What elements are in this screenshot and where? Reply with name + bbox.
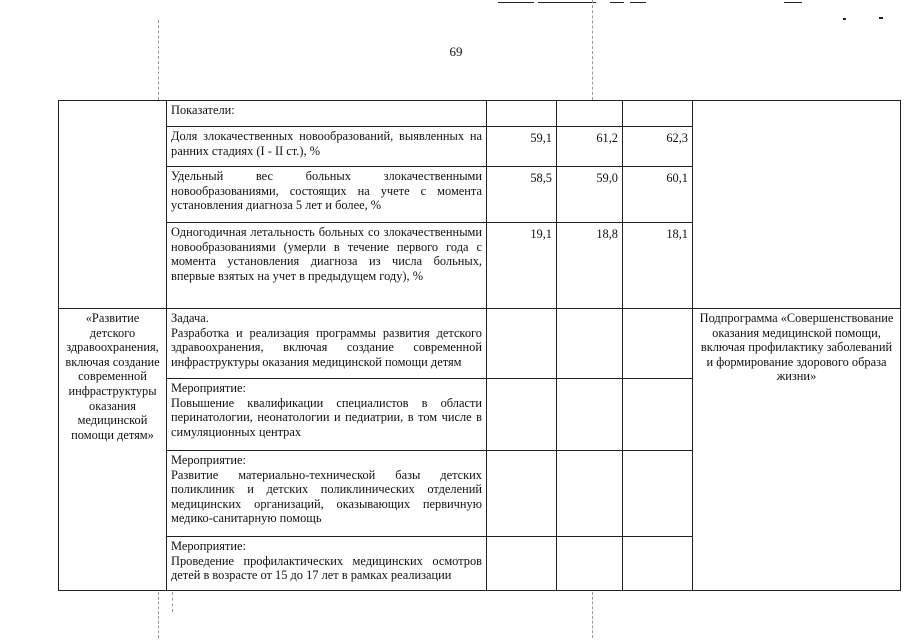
task-cell (167, 309, 487, 379)
empty-value-cell (623, 537, 693, 591)
scan-artifact (784, 2, 802, 3)
measure-label: Мероприятие: (171, 539, 246, 553)
indicator-value: 59,1 (487, 127, 557, 167)
scan-guide-line (592, 0, 593, 100)
program-table (58, 100, 901, 591)
indicator-value: 19,1 (487, 223, 557, 309)
empty-value-cell (623, 451, 693, 537)
measure-text: Повышение квалификации специалистов в области перинатологии, неонатологии и педиатрии, в том числе в симуляционных центрах (171, 395, 482, 439)
scan-guide-line (158, 20, 159, 100)
task-label: Задача. (171, 311, 209, 325)
indicator-value: 18,1 (623, 223, 693, 309)
indicator-text: Доля злокачественных новообразований, выявленных на ранних стадиях (I - II ст.), % (167, 127, 487, 167)
empty-value-cell (623, 379, 693, 451)
scan-guide-line (592, 592, 593, 638)
empty-value-cell (487, 451, 557, 537)
empty-left-cell (59, 101, 167, 309)
subprogram-cell: Подпрограмма «Совершенствование оказания медицинской помощи, включая профилактику заболеваний и формирование здорового образа жизни» (693, 309, 901, 591)
measure-cell (167, 537, 487, 591)
measure-text: Развитие материально-технической базы детских поликлиник и детских поликлинических отделений медицинских организаций, оказывающих первичную медико-санитарную помощь (171, 467, 482, 526)
measure-text: Проведение профилактических медицинских осмотров детей в возрасте от 15 до 17 лет в рамках реализации (171, 553, 482, 583)
measure-label: Мероприятие: (171, 453, 246, 467)
scan-artifact (843, 18, 846, 20)
indicator-value: 18,8 (557, 223, 623, 309)
page-number: 69 (449, 44, 463, 59)
scan-artifact (538, 2, 596, 3)
scan-artifact (610, 2, 624, 3)
empty-value-cell (487, 537, 557, 591)
scan-artifact (630, 2, 646, 3)
indicator-value: 61,2 (557, 127, 623, 167)
table-row (59, 309, 901, 379)
measure-cell (167, 451, 487, 537)
table-row (59, 101, 901, 127)
measure-label: Мероприятие: (171, 381, 246, 395)
empty-value-cell (557, 451, 623, 537)
indicator-text: Удельный вес больных злокачественными новообразованиями, состоящих на учете с момента установления диагноза 5 лет и более, % (167, 167, 487, 223)
scan-guide-line (172, 592, 173, 612)
indicator-value: 60,1 (623, 167, 693, 223)
empty-value-cell (557, 537, 623, 591)
empty-value-cell (623, 309, 693, 379)
direction-cell: «Развитие детского здравоохранения, включая создание современной инфраструктуры оказания медицинской помощи детям» (59, 309, 167, 591)
scan-artifact (879, 17, 883, 19)
empty-value-cell (557, 101, 623, 127)
indicator-value: 62,3 (623, 127, 693, 167)
empty-right-cell (693, 101, 901, 309)
indicator-text: Одногодичная летальность больных со злокачественными новообразованиями (умерли в течение первого года с момента установления диагноза из числа больных, впервые взятых на учет в предыдущем году), % (167, 223, 487, 309)
indicator-value: 58,5 (487, 167, 557, 223)
empty-value-cell (487, 101, 557, 127)
task-text: Разработка и реализация программы развития детского здравоохранения, включая создание современной инфраструктуры оказания медицинской помощи детям (171, 325, 482, 369)
empty-value-cell (557, 309, 623, 379)
indicators-label: Показатели: (167, 101, 487, 127)
scan-guide-line (158, 592, 159, 638)
empty-value-cell (487, 379, 557, 451)
empty-value-cell (623, 101, 693, 127)
indicator-value: 59,0 (557, 167, 623, 223)
scan-artifact (498, 2, 534, 3)
measure-cell (167, 379, 487, 451)
empty-value-cell (487, 309, 557, 379)
empty-value-cell (557, 379, 623, 451)
